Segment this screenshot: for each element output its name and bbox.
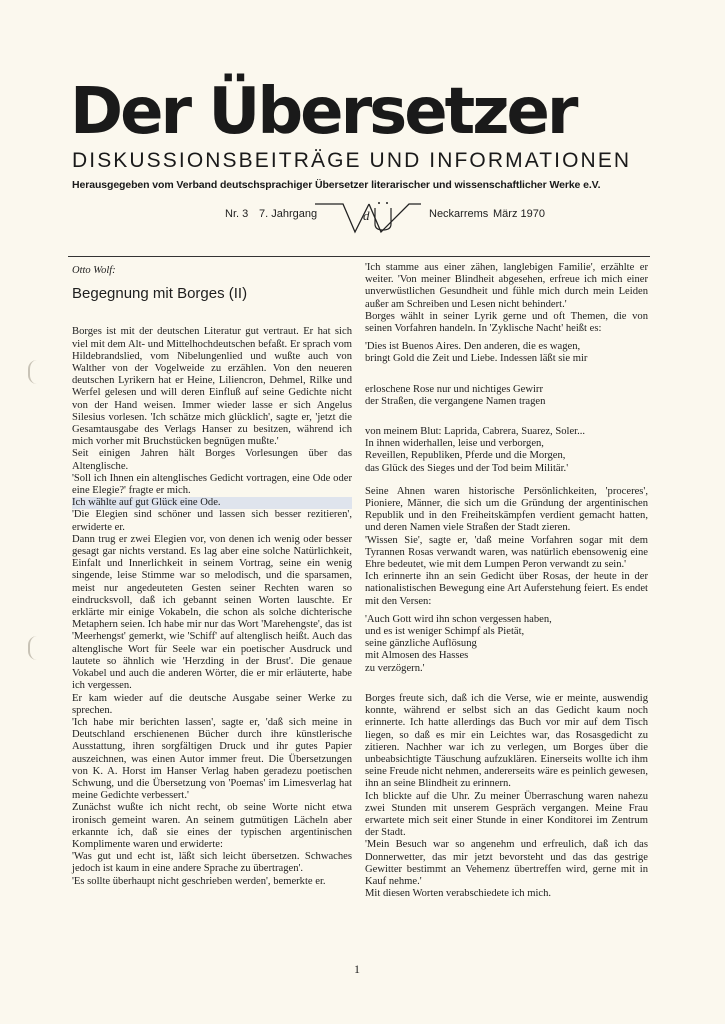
issue-line [225,198,555,238]
paragraph: Mit diesen Worten verabschiedete ich mich. [365,888,552,900]
poem-line: In ihnen widerhallen, leise und verborgen, [365,438,544,450]
poem-line: 'Dies ist Buenos Aires. Den anderen, die es wagen, [365,341,581,353]
paragraph: 'Es sollte überhaupt nicht geschrieben werden', bemerkte er. [72,875,326,887]
paragraph: Borges freute sich, daß ich die Verse, wie er meinte, auswendig konnte, während er selbst sich an das Gedicht kaum noch erinnerte. Ich hatte allerdings das Buch vor mir auf dem Tisch liegen, so daß es mir ein Leichtes war, das Rosasgedicht zu zitieren. Nachher war ich zu verlegen, um Borges über die unbeabsichtigte Täuschung aufzuklären. Einerseits wollte ich ihm seine Freude nicht nehmen, andererseits wäre es peinlich gewesen, ihn an seine Blindheit zu erinnern. [365,692,648,790]
poem-line: seine gänzliche Auflösung [365,638,477,650]
paragraph: 'Ich habe mir berichten lassen', sagte er, 'daß sich meine in Deutschland erschienenen Bücher durch ihre künstlerische Ausstattung, ihren sorgfältigen Druck und ihr gutes Papier auszeichnen, was einen Autor immer freut. Die Übersetzungen von K. A. Horst im Hanser Verlag haben geradezu poetischen Schwung, und die Übersetzung von 'Poemas' im Limesverlag hat meine Gedichte verbessert.' [72,716,352,802]
paragraph: Ich erinnerte ihn an sein Gedicht über Rosas, der heute in der nationalistischen Bewegung eine Art Auferstehung feiert. Es endet mit den Versen: [365,571,648,607]
poem-line: und es ist weniger Schimpf als Pietät, [365,626,525,638]
paragraph: Seit einigen Jahren hält Borges Vorlesungen über das Altenglische. [72,448,352,472]
poem-line: mit Almosen des Hasses [365,650,469,662]
paragraph: Ich blickte auf die Uhr. Zu meiner Überraschung waren nahezu zwei Stunden mit unserem Gespräch vergangen. Meine Frau erwartete mich seit einer Stunde in einer Konditorei im Zentrum der Stadt. [365,790,648,839]
volume-label: 7. Jahrgang [259,208,318,220]
svg-text:d: d [363,208,370,223]
date-label: März 1970 [493,208,545,220]
poem-line: von meinem Blut: Laprida, Cabrera, Suarez, Soler... [365,426,586,438]
right-column [365,262,648,900]
paragraph: Borges wählt in seiner Lyrik gerne und oft Themen, die von seinen Vorfahren handeln. In 'Zyklische Nacht' heißt es: [365,310,648,335]
poem-line: Reveillen, Republiken, Pferde und die Morgen, [365,450,566,462]
vdue-logo [313,198,423,238]
article-author: Otto Wolf: [72,265,116,276]
left-column [72,262,352,888]
masthead-subtitle: DISKUSSIONSBEITRÄGE UND INFORMATIONEN [72,149,632,172]
punch-hole [28,636,46,660]
poem-line: erloschene Rose nur und nichtiges Gewirr [365,383,543,395]
poem-line: zu verzögern.' [365,662,425,674]
paragraph: 'Die Elegien sind schöner und lassen sich besser rezitieren', erwiderte er. [72,509,352,533]
paragraph: 'Mein Besuch war so angenehm und erfreulich, daß ich das Donnerwetter, das mir jetzt bevorsteht und das das gestrige Gewitter bestimmt an Vehemenz übertreffen wird, gerne mit in Kauf nehme.' [365,839,648,887]
paragraph: 'Soll ich Ihnen ein altenglisches Gedicht vortragen, eine Ode oder eine Elegie?' fragte er mich. [72,472,352,497]
publisher-line: Herausgegeben vom Verband deutschsprachiger Übersetzer literarischer und wissenschaftlicher Werke e.V. [72,179,601,191]
paragraph: 'Was gut und echt ist, läßt sich leicht übersetzen. Schwaches jedoch ist kaum in eine andere Sprache zu übertragen'. [72,851,352,875]
poem-line: 'Auch Gott wird ihn schon vergessen haben, [365,613,552,625]
paragraph: Dann trug er zwei Elegien vor, von denen ich wenig oder besser gesagt gar nichts verstand. Es lag aber eine solche Natürlichkeit, Einfalt und Innerlichkeit in seinem Vortrag, seine ein wenig singende, leise Stimme war so melodisch, und die sparsamen, meist nur angedeuteten Gesten seiner Rechten waren so eindrucksvoll, daß ich gebannt seinen Worten lauschte. Er erklärte mir einige Vokabeln, die schon als solche dichterische Metaphern seien. Ich habe mir nur das Wort 'Marehengste', das ist 'Meerhengst' gemerkt, wie 'Schiff' auf altenglisch heißt. Auch das altenglische Wort für Seele war ein poetischer Ausdruck und lautete so ähnlich wie 'Herzding in der Brust'. Die genaue Vokabel und auch die anderen Wörter, die er mir erläuterte, habe ich vergessen. [72,533,352,692]
paragraph: 'Ich stamme aus einer zähen, langlebigen Familie', erzählte er weiter. 'Von meiner Blindheit abgesehen, erfreue ich mich einer unverwüstlichen Gesundheit und fühle mich durch mein Leiden außer am Schreiben und Lesen nicht behindert.' [365,262,648,310]
paragraph: 'Wissen Sie', sagte er, 'daß meine Vorfahren sogar mit dem Tyrannen Rosas verwandt waren, was natürlich ebensowenig eine Ehre bedeutet, wie mit dem Lumpen Peron verwandt zu sein.' [365,534,648,571]
issue-number: Nr. 3 [225,208,249,220]
paragraph: Er kam wieder auf die deutsche Ausgabe seiner Werke zu sprechen. [72,692,352,716]
paragraph: Seine Ahnen waren historische Persönlichkeiten, 'proceres', Pioniere, Männer, die sich um die Gründung der argentinischen Republik und in den Freiheitskämpfen verdient gemacht hatten, und deren Namen viele Straßen der Stadt zieren. [365,485,648,534]
place-label: Neckarrems [429,208,489,220]
header-divider [68,256,650,257]
poem-line: bringt Gold die Zeit und Liebe. Indessen läßt sie mir [365,353,588,365]
masthead-title: Der Übersetzer [70,75,576,149]
paragraph: Ich wählte auf gut Glück eine Ode. [72,497,352,509]
page-number: 1 [354,962,360,976]
poem-line: der Straßen, die vergangene Namen tragen [365,395,546,407]
article-title: Begegnung mit Borges (II) [72,285,248,303]
paragraph: Zunächst wußte ich nicht recht, ob seine Worte nicht etwa ironisch gemeint waren. An seinem gutmütigen Lächeln aber erkannte ich, daß sie eines der typischen argentinischen Komplimente waren und erwiderte: [72,802,352,850]
poem-line: das Glück des Sieges und der Tod beim Militär.' [365,462,569,474]
paragraph: Borges ist mit der deutschen Literatur gut vertraut. Er hat sich viel mit dem Alt- und Mittelhochdeutschen befaßt. Er sprach vom Hildebrandslied, vom Nibelungenlied und wußte auch von Walther von der Vogelweide zu erzählen. Von den neueren deutschen Lyrikern hat er Heine, Liliencron, Dehmel, Rilke und Werfel gelesen und will deren Einfluß auf seine Gedichte nicht von der Hand weisen. Immer wieder lasse er sich Angelus Silesius vorlesen. 'Ich schätze mich glücklich', sagte er, 'jetzt die Gesamtausgabe des Verlags Hanser zu besitzen, während ich mich vorher mit Bruchstücken begnügen mußte.' [72,326,352,448]
punch-hole [28,360,46,384]
